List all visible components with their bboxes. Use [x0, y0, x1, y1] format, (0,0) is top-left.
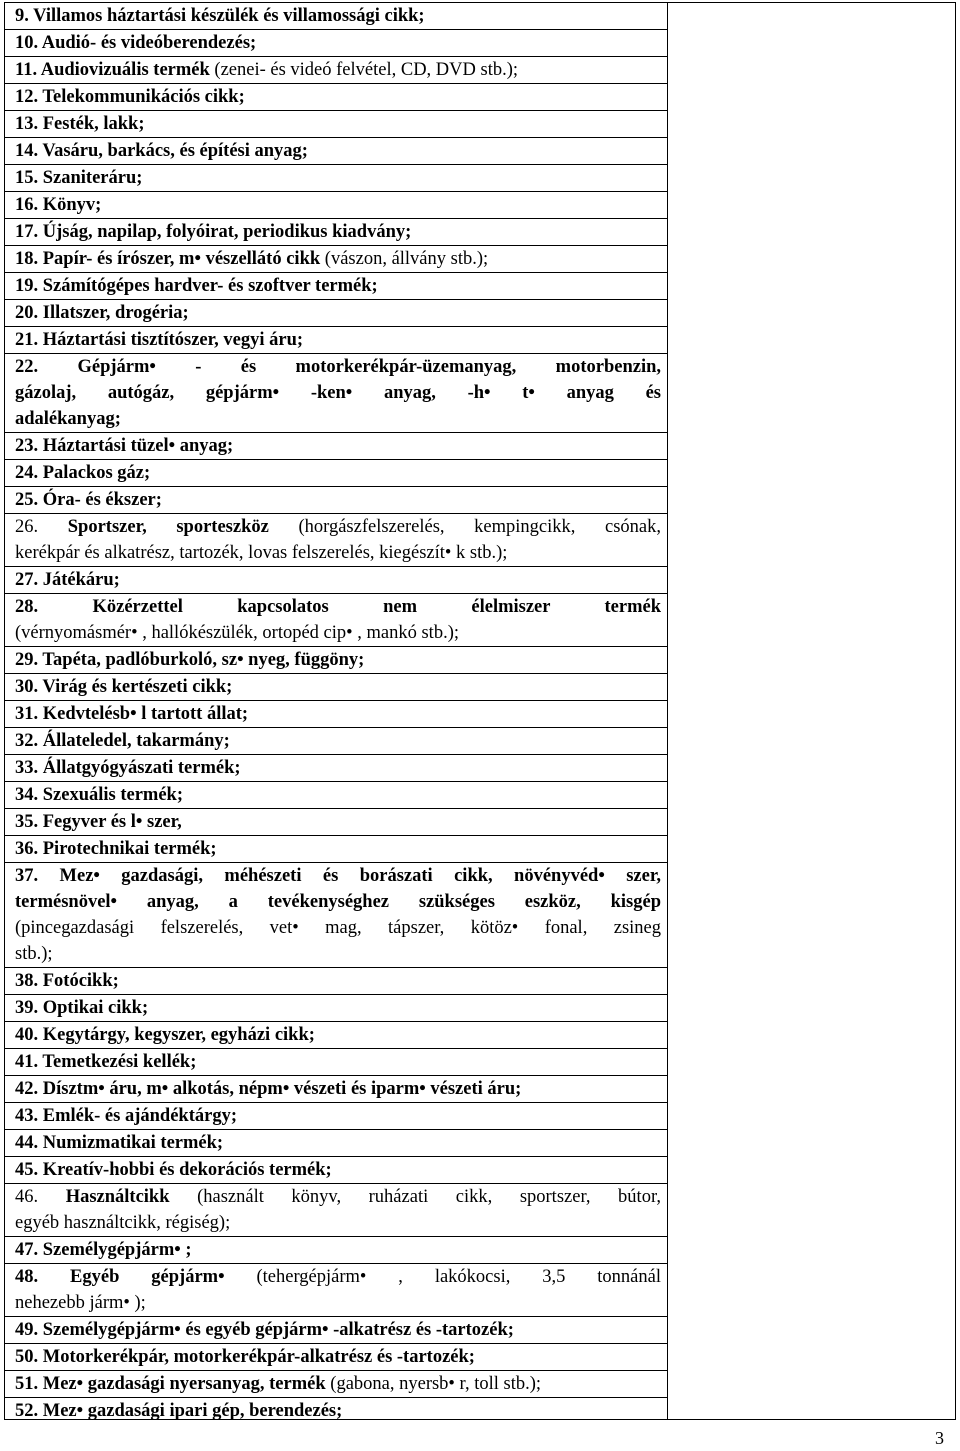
category-text: 38. Fotócikk;	[15, 971, 119, 991]
category-item-line	[15, 620, 661, 646]
category-item-line	[15, 30, 661, 56]
category-text: 20. Illatszer, drogéria;	[15, 303, 189, 323]
category-text: 41. Temetkezési kellék;	[15, 1052, 197, 1072]
category-text: 9. Villamos háztartási készülék és villamossági cikk;	[15, 6, 425, 26]
category-item-line	[15, 647, 661, 673]
category-item-line	[15, 487, 661, 513]
category-text: 25. Óra- és ékszer;	[15, 490, 162, 510]
category-item-line	[15, 1157, 661, 1183]
category-item-line	[15, 1130, 661, 1156]
category-text: (vászon, állvány stb.);	[320, 249, 489, 269]
category-text: 12. Telekommunikációs cikk;	[15, 87, 245, 107]
category-text: 23. Háztartási tüzel• anyag;	[15, 436, 234, 456]
category-item-line	[15, 1264, 661, 1290]
category-item-line	[15, 300, 661, 326]
category-item	[5, 192, 667, 218]
category-text: Sportszer, sporteszköz	[67, 517, 269, 537]
category-text: 22. Gépjárm• - és motorkerékpár-üzemanyag, motorbenzin,	[15, 357, 661, 377]
category-text: 45. Kreatív-hobbi és dekorációs termék;	[15, 1160, 332, 1180]
category-item	[5, 460, 667, 486]
category-item-line	[15, 57, 661, 83]
category-item	[5, 165, 667, 191]
category-text: 27. Játékáru;	[15, 570, 120, 590]
category-text: Használtcikk	[65, 1187, 170, 1207]
category-item	[5, 219, 667, 245]
category-item	[5, 3, 667, 29]
category-text: (zenei- és videó felvétel, CD, DVD stb.);	[209, 60, 519, 80]
category-text: 24. Palackos gáz;	[15, 463, 151, 483]
category-item-line	[15, 863, 661, 889]
category-item	[5, 728, 667, 754]
category-text: 13. Festék, lakk;	[15, 114, 145, 134]
product-category-table	[4, 2, 956, 1420]
category-item-line	[15, 540, 661, 566]
category-text: egyéb használtcikk, régiség);	[15, 1213, 231, 1233]
category-text: 51. Mez• gazdasági nyersanyag, termék	[15, 1374, 326, 1394]
category-item	[5, 1398, 667, 1424]
category-text: 16. Könyv;	[15, 195, 102, 215]
category-item-line	[15, 755, 661, 781]
category-item-line	[15, 1184, 661, 1210]
category-text: 40. Kegytárgy, kegyszer, egyházi cikk;	[15, 1025, 315, 1045]
category-item	[5, 84, 667, 110]
category-item-line	[15, 1317, 661, 1343]
category-item	[5, 647, 667, 673]
category-text: 15. Szaniteráru;	[15, 168, 143, 188]
category-item-line	[15, 782, 661, 808]
category-text: 36. Pirotechnikai termék;	[15, 839, 217, 859]
category-item	[5, 30, 667, 56]
category-text: 52. Mez• gazdasági ipari gép, berendezés;	[15, 1401, 343, 1421]
empty-column	[668, 3, 955, 1419]
category-item	[5, 968, 667, 994]
category-item-line	[15, 327, 661, 353]
category-item-line	[15, 433, 661, 459]
category-text: (tehergépjárm• , lakókocsi, 3,5 tonnánál	[224, 1267, 661, 1287]
category-item	[5, 1076, 667, 1102]
category-item	[5, 995, 667, 1021]
category-item	[5, 354, 667, 432]
category-item-line	[15, 1049, 661, 1075]
category-text: gázolaj, autógáz, gépjárm• -ken• anyag, -h• t• anyag és	[15, 383, 661, 403]
category-text: 29. Tapéta, padlóburkoló, sz• nyeg, függöny;	[15, 650, 365, 670]
category-item	[5, 1157, 667, 1183]
category-item-line	[15, 111, 661, 137]
category-item-line	[15, 273, 661, 299]
category-text: 37. Mez• gazdasági, méhészeti és borászati cikk, növényvéd• szer,	[15, 866, 661, 886]
category-item-line	[15, 246, 661, 272]
category-text: 34. Szexuális termék;	[15, 785, 184, 805]
category-item	[5, 1022, 667, 1048]
category-item	[5, 674, 667, 700]
category-text: 46.	[15, 1187, 66, 1207]
category-item	[5, 863, 667, 967]
category-item	[5, 273, 667, 299]
category-item-line	[15, 701, 661, 727]
category-text: (használt könyv, ruházati cikk, sportszer, bútor,	[169, 1187, 661, 1207]
category-item	[5, 487, 667, 513]
category-item-line	[15, 354, 661, 380]
category-item-line	[15, 995, 661, 1021]
category-text: 50. Motorkerékpár, motorkerékpár-alkatrész és -tartozék;	[15, 1347, 475, 1367]
category-item-line	[15, 514, 661, 540]
category-item	[5, 1317, 667, 1343]
category-text: adalékanyag;	[15, 409, 121, 429]
category-item-line	[15, 1398, 661, 1424]
category-item-line	[15, 941, 661, 967]
category-item-line	[15, 1210, 661, 1236]
category-text: 18. Papír- és írószer, m• vészellátó cikk	[15, 249, 321, 269]
category-item	[5, 1344, 667, 1370]
category-text: 26.	[15, 517, 68, 537]
category-text: 35. Fegyver és l• szer,	[15, 812, 182, 832]
category-text: 31. Kedvtelésb• l tartott állat;	[15, 704, 249, 724]
category-item	[5, 57, 667, 83]
category-item-line	[15, 1344, 661, 1370]
category-text: 19. Számítógépes hardver- és szoftver termék;	[15, 276, 378, 296]
category-item-line	[15, 138, 661, 164]
category-item-line	[15, 1237, 661, 1263]
category-item-line	[15, 3, 661, 29]
category-item	[5, 594, 667, 646]
category-item	[5, 755, 667, 781]
category-text: stb.);	[15, 944, 53, 964]
category-item	[5, 300, 667, 326]
category-item-line	[15, 219, 661, 245]
category-text: 44. Numizmatikai termék;	[15, 1133, 224, 1153]
category-column	[5, 3, 667, 1419]
category-text: 11. Audiovizuális termék	[15, 60, 210, 80]
category-item-line	[15, 406, 661, 432]
category-text: 48. Egyéb gépjárm•	[15, 1267, 225, 1287]
category-text: 10. Audió- és videóberendezés;	[15, 33, 257, 53]
category-item	[5, 567, 667, 593]
category-item	[5, 1184, 667, 1236]
page-number: 3	[935, 1428, 944, 1448]
category-item-line	[15, 84, 661, 110]
category-item-line	[15, 889, 661, 915]
category-item	[5, 782, 667, 808]
category-text: 14. Vasáru, barkács, és építési anyag;	[15, 141, 308, 161]
category-item	[5, 327, 667, 353]
category-text: (vérnyomásmér• , hallókészülék, ortopéd cip• , mankó stb.);	[15, 623, 459, 643]
category-text: 43. Emlék- és ajándéktárgy;	[15, 1106, 237, 1126]
category-text: 17. Újság, napilap, folyóirat, periodikus kiadvány;	[15, 222, 412, 242]
category-item	[5, 1130, 667, 1156]
category-text: 28. Közérzettel kapcsolatos nem élelmiszer termék	[15, 597, 661, 617]
category-item	[5, 111, 667, 137]
category-item	[5, 701, 667, 727]
category-item	[5, 1049, 667, 1075]
category-item-line	[15, 728, 661, 754]
category-item-line	[15, 809, 661, 835]
category-text: 42. Dísztm• áru, m• alkotás, népm• vészeti és iparm• vészeti áru;	[15, 1079, 522, 1099]
category-item	[5, 1264, 667, 1316]
category-text: 49. Személygépjárm• és egyéb gépjárm• -alkatrész és -tartozék;	[15, 1320, 514, 1340]
category-item-line	[15, 192, 661, 218]
category-text: 30. Virág és kertészeti cikk;	[15, 677, 233, 697]
category-item-line	[15, 1076, 661, 1102]
category-text: (horgászfelszerelés, kempingcikk, csónak,	[268, 517, 661, 537]
category-item-line	[15, 1103, 661, 1129]
category-item-line	[15, 594, 661, 620]
category-item-line	[15, 1022, 661, 1048]
category-item	[5, 1371, 667, 1397]
category-text: termésnövel• anyag, a tevékenységhez szükséges eszköz, kisgép	[15, 892, 661, 912]
category-item	[5, 809, 667, 835]
category-item-line	[15, 460, 661, 486]
category-text: 33. Állatgyógyászati termék;	[15, 758, 241, 778]
category-item-line	[15, 836, 661, 862]
category-item	[5, 246, 667, 272]
category-item	[5, 514, 667, 566]
category-text: 47. Személygépjárm• ;	[15, 1240, 192, 1260]
category-item	[5, 138, 667, 164]
category-item-line	[15, 674, 661, 700]
category-item	[5, 1237, 667, 1263]
category-text: nehezebb járm• );	[15, 1293, 146, 1313]
category-text: kerékpár és alkatrész, tartozék, lovas felszerelés, kiegészít• k stb.);	[15, 543, 508, 563]
category-item-line	[15, 915, 661, 941]
category-text: (pincegazdasági felszerelés, vet• mag, tápszer, kötöz• fonal, zsineg	[15, 918, 661, 938]
category-item-line	[15, 968, 661, 994]
category-item	[5, 836, 667, 862]
category-item-line	[15, 165, 661, 191]
category-item-line	[15, 1290, 661, 1316]
category-item-line	[15, 1371, 661, 1397]
category-item-line	[15, 380, 661, 406]
category-text: 32. Állateledel, takarmány;	[15, 731, 230, 751]
category-text: 39. Optikai cikk;	[15, 998, 149, 1018]
category-item	[5, 1103, 667, 1129]
category-text: (gabona, nyersb• r, toll stb.);	[325, 1374, 542, 1394]
category-item-line	[15, 567, 661, 593]
category-item	[5, 433, 667, 459]
category-text: 21. Háztartási tisztítószer, vegyi áru;	[15, 330, 304, 350]
